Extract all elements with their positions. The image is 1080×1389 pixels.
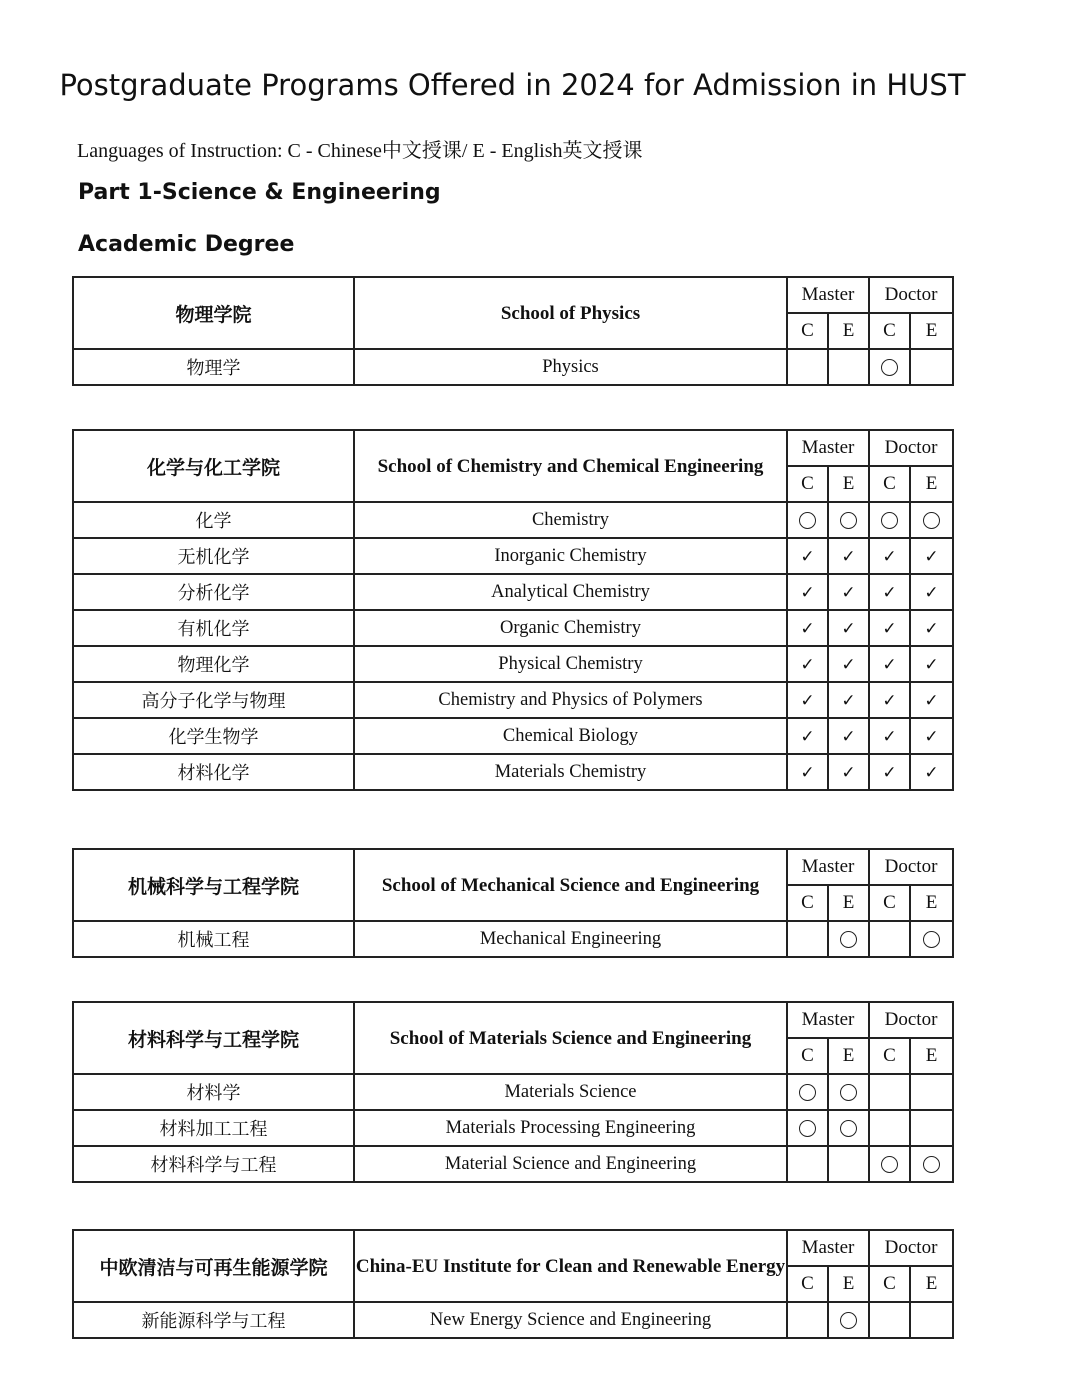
- checkmark-icon: ✓: [800, 546, 815, 567]
- school-name-en: School of Materials Science and Engineering: [354, 1002, 787, 1074]
- doctor-e-cell: [910, 574, 953, 610]
- checkmark-icon: ✓: [924, 690, 939, 711]
- checkmark-icon: ✓: [841, 618, 856, 639]
- school-name-cn: 中欧清洁与可再生能源学院: [73, 1230, 354, 1302]
- program-name-en: Organic Chemistry: [354, 610, 787, 646]
- program-name-cn: 物理学: [73, 349, 354, 385]
- doctor-c-cell: [869, 718, 910, 754]
- program-name-en: Materials Science: [354, 1074, 787, 1110]
- checkmark-icon: ✓: [800, 582, 815, 603]
- program-row: [73, 1110, 953, 1146]
- school-table-renewable-energy: [72, 1229, 954, 1339]
- school-name-cn: 机械科学与工程学院: [73, 849, 354, 921]
- program-name-cn: 机械工程: [73, 921, 354, 957]
- master-c-cell: [787, 502, 828, 538]
- program-name-en: Inorganic Chemistry: [354, 538, 787, 574]
- doctor-c-cell: [869, 1146, 910, 1182]
- program-row: [73, 574, 953, 610]
- program-row: [73, 1146, 953, 1182]
- checkmark-icon: ✓: [841, 582, 856, 603]
- master-e-cell: [828, 1302, 869, 1338]
- school-table-chemistry: [72, 429, 954, 791]
- checkmark-icon: ✓: [882, 762, 897, 783]
- circle-icon: [840, 512, 857, 529]
- program-name-cn: 材料科学与工程: [73, 1146, 354, 1182]
- master-c-header: C: [787, 466, 828, 502]
- program-name-en: Chemical Biology: [354, 718, 787, 754]
- doctor-c-cell: [869, 921, 910, 957]
- checkmark-icon: ✓: [882, 654, 897, 675]
- circle-icon: [840, 1120, 857, 1137]
- program-name-cn: 有机化学: [73, 610, 354, 646]
- master-c-header: C: [787, 313, 828, 349]
- master-header: Master: [787, 277, 869, 313]
- program-rows: [73, 1302, 953, 1338]
- program-row: [73, 502, 953, 538]
- school-name-en: School of Chemistry and Chemical Engineering: [354, 430, 787, 502]
- checkmark-icon: ✓: [841, 762, 856, 783]
- doctor-e-cell: [910, 538, 953, 574]
- checkmark-icon: ✓: [882, 726, 897, 747]
- master-e-cell: [828, 349, 869, 385]
- doctor-e-cell: [910, 1110, 953, 1146]
- program-name-en: Physical Chemistry: [354, 646, 787, 682]
- circle-icon: [840, 931, 857, 948]
- doctor-c-cell: [869, 754, 910, 790]
- checkmark-icon: ✓: [924, 582, 939, 603]
- master-header: Master: [787, 430, 869, 466]
- doctor-header: Doctor: [869, 1230, 953, 1266]
- doctor-c-cell: [869, 1302, 910, 1338]
- checkmark-icon: ✓: [882, 546, 897, 567]
- master-e-cell: [828, 646, 869, 682]
- checkmark-icon: ✓: [924, 618, 939, 639]
- checkmark-icon: ✓: [800, 762, 815, 783]
- master-c-header: C: [787, 885, 828, 921]
- checkmark-icon: ✓: [882, 582, 897, 603]
- program-row: [73, 538, 953, 574]
- checkmark-icon: ✓: [924, 726, 939, 747]
- master-c-cell: [787, 1110, 828, 1146]
- program-row: [73, 1302, 953, 1338]
- program-name-en: New Energy Science and Engineering: [354, 1302, 787, 1338]
- doctor-c-cell: [869, 538, 910, 574]
- master-c-cell: [787, 1074, 828, 1110]
- program-name-cn: 化学: [73, 502, 354, 538]
- checkmark-icon: ✓: [924, 546, 939, 567]
- circle-icon: [923, 931, 940, 948]
- doctor-e-cell: [910, 718, 953, 754]
- program-name-cn: 材料化学: [73, 754, 354, 790]
- doctor-header: Doctor: [869, 277, 953, 313]
- program-name-en: Chemistry and Physics of Polymers: [354, 682, 787, 718]
- doctor-e-header: E: [910, 466, 953, 502]
- program-name-cn: 分析化学: [73, 574, 354, 610]
- doctor-c-cell: [869, 1110, 910, 1146]
- doctor-c-header: C: [869, 1266, 910, 1302]
- circle-icon: [840, 1312, 857, 1329]
- program-name-cn: 高分子化学与物理: [73, 682, 354, 718]
- master-c-header: C: [787, 1038, 828, 1074]
- master-e-cell: [828, 1110, 869, 1146]
- master-e-cell: [828, 574, 869, 610]
- master-e-cell: [828, 921, 869, 957]
- doctor-e-cell: [910, 1146, 953, 1182]
- doctor-e-cell: [910, 502, 953, 538]
- master-c-cell: [787, 538, 828, 574]
- circle-icon: [799, 1120, 816, 1137]
- part-heading: Part 1-Science & Engineering: [78, 180, 441, 205]
- checkmark-icon: ✓: [882, 618, 897, 639]
- doctor-e-header: E: [910, 1266, 953, 1302]
- doctor-c-header: C: [869, 466, 910, 502]
- program-row: [73, 1074, 953, 1110]
- master-c-cell: [787, 610, 828, 646]
- doctor-header: Doctor: [869, 849, 953, 885]
- program-row: [73, 754, 953, 790]
- doctor-e-header: E: [910, 313, 953, 349]
- master-e-cell: [828, 1074, 869, 1110]
- school-name-cn: 材料科学与工程学院: [73, 1002, 354, 1074]
- circle-icon: [840, 1084, 857, 1101]
- program-rows: [73, 921, 953, 957]
- master-e-cell: [828, 610, 869, 646]
- languages-note: Languages of Instruction: C - Chinese中文授课/ E - English英文授课: [77, 140, 643, 162]
- program-name-cn: 化学生物学: [73, 718, 354, 754]
- doctor-e-header: E: [910, 1038, 953, 1074]
- doctor-header: Doctor: [869, 1002, 953, 1038]
- doctor-e-cell: [910, 1074, 953, 1110]
- master-e-header: E: [828, 1038, 869, 1074]
- master-c-cell: [787, 718, 828, 754]
- doctor-c-cell: [869, 682, 910, 718]
- master-e-cell: [828, 1146, 869, 1182]
- program-name-en: Mechanical Engineering: [354, 921, 787, 957]
- school-name-en: School of Physics: [354, 277, 787, 349]
- master-e-cell: [828, 502, 869, 538]
- program-row: [73, 349, 953, 385]
- program-name-en: Materials Processing Engineering: [354, 1110, 787, 1146]
- checkmark-icon: ✓: [841, 690, 856, 711]
- master-header: Master: [787, 849, 869, 885]
- doctor-c-header: C: [869, 1038, 910, 1074]
- circle-icon: [923, 1156, 940, 1173]
- checkmark-icon: ✓: [800, 726, 815, 747]
- program-name-en: Materials Chemistry: [354, 754, 787, 790]
- program-rows: [73, 349, 953, 385]
- doctor-header: Doctor: [869, 430, 953, 466]
- master-e-header: E: [828, 313, 869, 349]
- checkmark-icon: ✓: [800, 618, 815, 639]
- doctor-c-cell: [869, 610, 910, 646]
- program-name-cn: 物理化学: [73, 646, 354, 682]
- school-name-cn: 物理学院: [73, 277, 354, 349]
- master-header: Master: [787, 1002, 869, 1038]
- doctor-e-header: E: [910, 885, 953, 921]
- doctor-c-cell: [869, 349, 910, 385]
- program-name-en: Analytical Chemistry: [354, 574, 787, 610]
- doctor-e-cell: [910, 646, 953, 682]
- checkmark-icon: ✓: [841, 546, 856, 567]
- doctor-c-cell: [869, 646, 910, 682]
- circle-icon: [923, 512, 940, 529]
- circle-icon: [881, 512, 898, 529]
- program-name-cn: 新能源科学与工程: [73, 1302, 354, 1338]
- circle-icon: [881, 359, 898, 376]
- circle-icon: [881, 1156, 898, 1173]
- school-table-physics: [72, 276, 954, 386]
- doctor-c-cell: [869, 574, 910, 610]
- program-row: [73, 682, 953, 718]
- master-c-cell: [787, 1146, 828, 1182]
- school-name-cn: 化学与化工学院: [73, 430, 354, 502]
- program-name-cn: 无机化学: [73, 538, 354, 574]
- doctor-c-cell: [869, 502, 910, 538]
- master-c-cell: [787, 921, 828, 957]
- doctor-e-cell: [910, 682, 953, 718]
- degree-heading: Academic Degree: [78, 232, 295, 257]
- program-row: [73, 718, 953, 754]
- program-rows: [73, 502, 953, 790]
- master-c-cell: [787, 1302, 828, 1338]
- checkmark-icon: ✓: [882, 690, 897, 711]
- master-e-header: E: [828, 1266, 869, 1302]
- program-name-en: Chemistry: [354, 502, 787, 538]
- school-name-en: China-EU Institute for Clean and Renewable Energy: [354, 1230, 787, 1302]
- master-e-cell: [828, 682, 869, 718]
- doctor-e-cell: [910, 754, 953, 790]
- checkmark-icon: ✓: [841, 726, 856, 747]
- circle-icon: [799, 1084, 816, 1101]
- master-e-cell: [828, 754, 869, 790]
- program-name-en: Physics: [354, 349, 787, 385]
- program-name-cn: 材料加工工程: [73, 1110, 354, 1146]
- circle-icon: [799, 512, 816, 529]
- master-c-cell: [787, 754, 828, 790]
- checkmark-icon: ✓: [800, 654, 815, 675]
- doctor-c-header: C: [869, 313, 910, 349]
- doctor-e-cell: [910, 1302, 953, 1338]
- program-name-cn: 材料学: [73, 1074, 354, 1110]
- master-e-cell: [828, 538, 869, 574]
- school-table-mechanical: [72, 848, 954, 958]
- page-title: Postgraduate Programs Offered in 2024 for Admission in HUST: [59, 68, 966, 102]
- master-e-cell: [828, 718, 869, 754]
- master-e-header: E: [828, 466, 869, 502]
- master-c-cell: [787, 574, 828, 610]
- school-name-en: School of Mechanical Science and Engineering: [354, 849, 787, 921]
- doctor-e-cell: [910, 610, 953, 646]
- doctor-e-cell: [910, 349, 953, 385]
- master-c-cell: [787, 682, 828, 718]
- checkmark-icon: ✓: [841, 654, 856, 675]
- master-header: Master: [787, 1230, 869, 1266]
- checkmark-icon: ✓: [800, 690, 815, 711]
- program-name-en: Material Science and Engineering: [354, 1146, 787, 1182]
- doctor-c-header: C: [869, 885, 910, 921]
- school-table-materials: [72, 1001, 954, 1183]
- master-e-header: E: [828, 885, 869, 921]
- program-row: [73, 921, 953, 957]
- checkmark-icon: ✓: [924, 762, 939, 783]
- doctor-e-cell: [910, 921, 953, 957]
- program-row: [73, 610, 953, 646]
- doctor-c-cell: [869, 1074, 910, 1110]
- checkmark-icon: ✓: [924, 654, 939, 675]
- master-c-cell: [787, 646, 828, 682]
- master-c-header: C: [787, 1266, 828, 1302]
- master-c-cell: [787, 349, 828, 385]
- program-rows: [73, 1074, 953, 1182]
- program-row: [73, 646, 953, 682]
